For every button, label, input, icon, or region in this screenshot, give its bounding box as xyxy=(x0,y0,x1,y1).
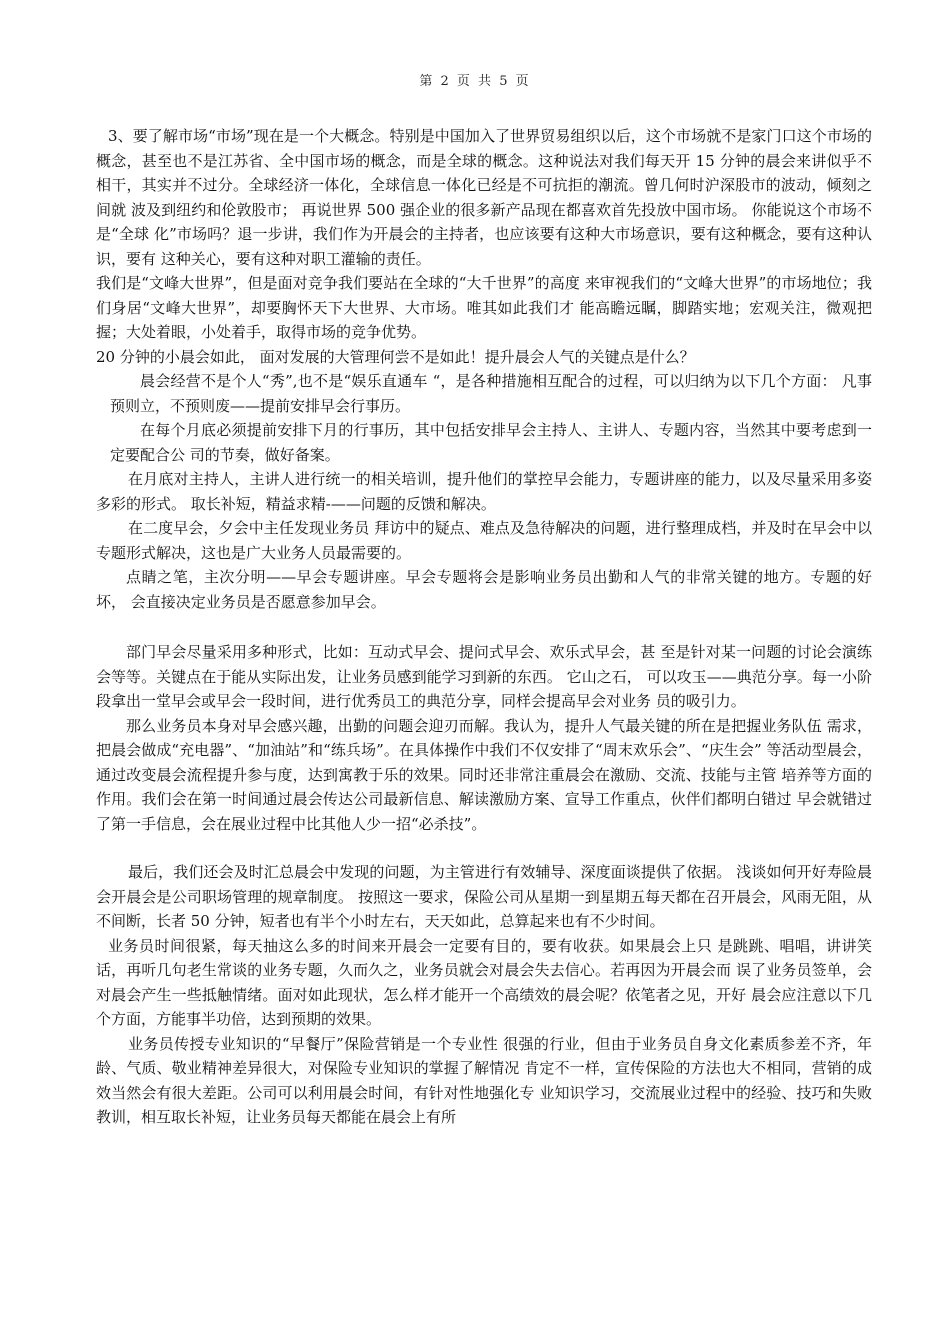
paragraph-monthly-schedule: 在每个月底必须提前安排下月的行事历，其中包括安排早会主持人、主讲人、专题内容，当然其中要考虑到一定要配合公 司的节奏，做好备案。 xyxy=(110,421,872,464)
paragraph-spacer xyxy=(96,836,872,860)
paragraph-breakfast-hall: 业务员传授专业知识的“早餐厅”保险营销是一个专业性 很强的行业，但由于业务员自身文化素质参差不齐，年龄、气质、敬业精神差异很大，对保险专业知识的掌握了解情况 肯定不一样，宣传保险的方法也大不相同，营销的成效当然会有很大差距。公司可以利用晨会时间，有针对性地强化专 业知识学习，交流展业过程中的经验、技巧和失败教训，相互取长补短，让业务员每天都能在晨会上有所 xyxy=(96,1034,872,1126)
document-body xyxy=(96,124,877,1130)
page-header: 第 2 页 共 5 页 xyxy=(419,74,531,89)
paragraph-meeting-forms: 部门早会尽量采用多种形式，比如：互动式早会、提问式早会、欢乐式早会，甚 至是针对某一问题的讨论会演练会等等。关键点在于能从实际出发，让业务员感到能学习到新的东西。 它山之石， 可以攻玉——典范分享。每一小阶段拿出一堂早会或早会一段时间，进行优秀员工的典范分享，同样会提高早会对业务 员的吸引力。 xyxy=(96,643,872,710)
paragraph-host-training: 在月底对主持人，主讲人进行统一的相关培训，提升他们的掌控早会能力，专题讲座的能力，以及尽量采用多姿多彩的形式。 取长补短，精益求精-——问题的反馈和解决。 xyxy=(96,470,872,513)
paragraph-attendance: 那么业务员本身对早会感兴趣，出勤的问题会迎刃而解。我认为，提升人气最关键的所在是把握业务队伍 需求，把晨会做成“充电器”、“加油站”和“练兵场”。在具体操作中我们不仅安排了“周末欢乐会”、“庆生会” 等活动型晨会，通过改变晨会流程提升参与度，达到寓教于乐的效果。同时还非常注重晨会在激励、交流、技能与主管 培养等方面的作用。我们会在第一时间通过晨会传达公司最新信息、解读激励方案、宣导工作重点，伙伴们都明白错过 早会就错过了第一手信息，会在展业过程中比其他人少一招“必杀技”。 xyxy=(96,716,872,833)
paragraph-wenfeng-world: 我们是“文峰大世界”，但是面对竞争我们要站在全球的“大千世界”的高度 来审视我们的“文峰大世界”的市场地位；我们身居“文峰大世界”，却要胸怀天下大世界、大市场。唯其如此我们才 能高瞻远瞩，脚踏实地；宏观关注，微观把握；大处着眼，小处着手，取得市场的竞争优势。 xyxy=(96,274,872,341)
paragraph-spacer xyxy=(96,614,872,640)
paragraph-market-concept: 3、要了解市场“市场”现在是一个大概念。特别是中国加入了世界贸易组织以后，这个市场就不是家门口这个市场的 概念，甚至也不是江苏省、全中国市场的概念，而是全球的概念。这种说法对我们每天开 15 分钟的晨会来讲似乎不相干，其实并不过分。全球经济一体化，全球信息一体化已经是不可抗拒的潮流。曾几何时沪深股市的波动，倾刻之间就 波及到纽约和伦敦股市； 再说世界 500 强企业的很多新产品现在都喜欢首先投放中国市场。 你能说这个市场不是“全球 化”市场吗？退一步讲，我们作为开晨会的主持者，也应该要有这种大市场意识，要有这种概念，要有这种认识，要有 这种关心，要有这种对职工灌输的责任。 xyxy=(96,127,877,268)
paragraph-topic-lecture: 点睛之笔，主次分明——早会专题讲座。早会专题将会是影响业务员出勤和人气的非常关键的地方。专题的好坏， 会直接决定业务员是否愿意参加早会。 xyxy=(96,568,872,611)
paragraph-key-question: 20 分钟的小晨会如此， 面对发展的大管理何尝不是如此！提升晨会人气的关键点是什么？ xyxy=(96,347,695,366)
paragraph-problem-feedback: 在二度早会，夕会中主任发现业务员 拜访中的疑点、难点及急待解决的问题，进行整理成档，并及时在早会中以专题形式解决，这也是广大业务人员最需要的。 xyxy=(96,519,872,562)
paragraph-summary: 最后，我们还会及时汇总晨会中发现的问题，为主管进行有效辅导、深度面谈提供了依据。 浅谈如何开好寿险晨会开晨会是公司职场管理的规章制度。 按照这一要求，保险公司从星期一到星期五每天都在召开晨会，风雨无阻，从不间断，长者 50 分钟，短者也有半个小时左右，天天如此，总算起来也有不少时间。 xyxy=(96,863,872,930)
paragraph-morning-meeting-operation: 晨会经营不是个人“秀”,也不是“娱乐直通车 “，是各种措施相互配合的过程，可以归纳为以下几个方面： 凡事预则立，不预则废——提前安排早会行事历。 xyxy=(110,372,872,415)
paragraph-time-purpose: 业务员时间很紧，每天抽这么多的时间来开晨会一定要有目的，要有收获。如果晨会上只 是跳跳、唱唱，讲讲笑话，再听几句老生常谈的业务专题，久而久之，业务员就会对晨会失去信心。若再因为开晨会而 误了业务员签单，会对晨会产生一些抵触情绪。面对如此现状，怎么样才能开一个高绩效的晨会呢？依笔者之见，开好 晨会应注意以下几个方面，方能事半功倍，达到预期的效果。 xyxy=(96,936,872,1028)
